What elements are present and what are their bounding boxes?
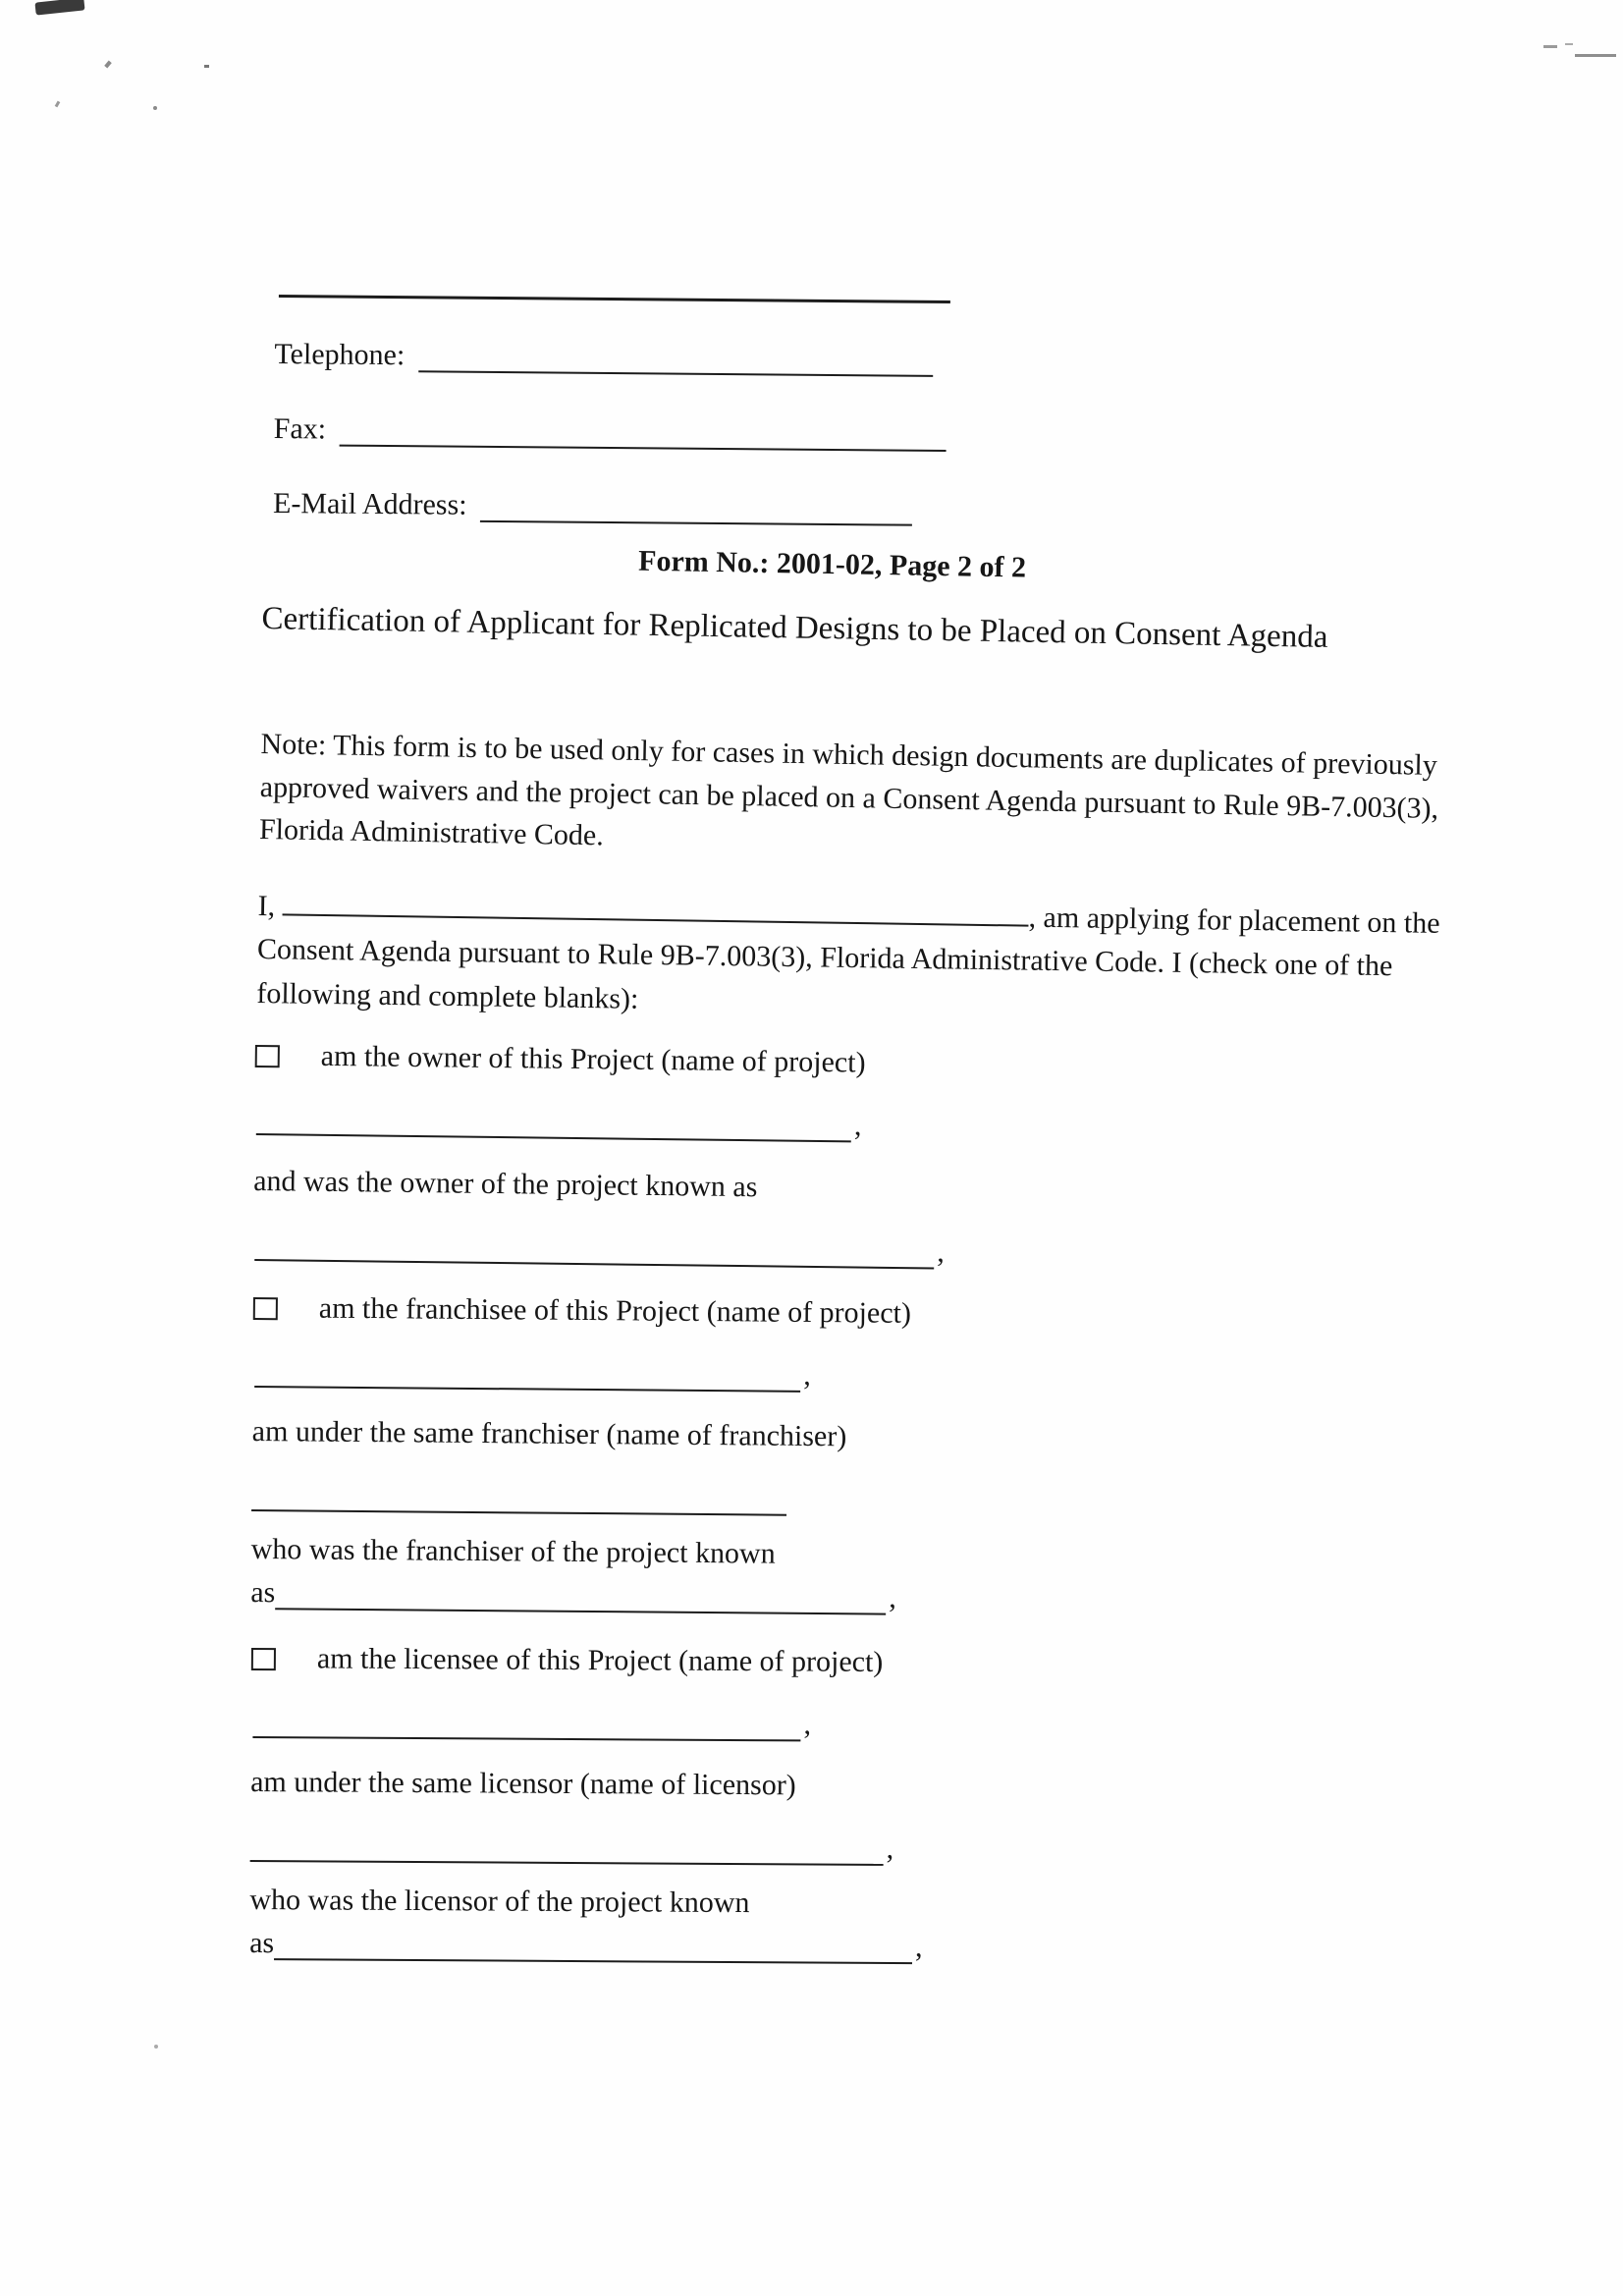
applicant-post-text: , am applying for placement on the Consent Agenda pursuant to Rule 9B-7.003(3), Florida Administrative Code. I (check one of the following and complete blanks):	[256, 901, 1440, 1015]
email-label: E-Mail Address:	[272, 486, 467, 521]
franchisee-project-blank-row	[254, 1352, 811, 1393]
applicant-paragraph	[256, 884, 1461, 1033]
comma: ,	[889, 1581, 896, 1614]
telephone-blank[interactable]	[418, 337, 933, 377]
owner-checkbox-label: am the owner of this Project (name of project)	[320, 1039, 866, 1079]
form-number-line: Form No.: 2001-02, Page 2 of 2	[637, 544, 1027, 584]
header-block	[261, 538, 1402, 662]
comma: ,	[803, 1358, 811, 1392]
comma: ,	[915, 1931, 923, 1964]
fax-blank[interactable]	[340, 411, 947, 452]
scan-speck	[154, 2045, 158, 2049]
email-row	[273, 485, 913, 526]
franchiser-as-prefix: as	[250, 1575, 276, 1610]
franchisee-line2-text: am under the same franchiser (name of franchiser)	[251, 1414, 847, 1453]
licensor-as-prefix: as	[249, 1926, 275, 1960]
email-blank[interactable]	[480, 487, 912, 526]
scan-speck	[55, 101, 61, 108]
franchiser-name-blank[interactable]	[251, 1476, 786, 1516]
telephone-label: Telephone:	[274, 337, 406, 372]
page-title: Certification of Applicant for Replicated Designs to be Placed on Consent Agenda	[261, 600, 1328, 655]
name-blank[interactable]	[279, 295, 950, 303]
owner-checkbox-row	[255, 1039, 866, 1080]
applicant-statement	[256, 884, 1461, 1033]
comma: ,	[803, 1708, 812, 1741]
applicant-name-blank[interactable]	[283, 884, 1029, 926]
licensee-checkbox[interactable]	[251, 1648, 276, 1670]
franchiser-known-as-blank[interactable]	[275, 1574, 886, 1614]
licensor-name-blank-row	[250, 1827, 894, 1866]
scan-artifact-dash	[1565, 43, 1573, 45]
comma: ,	[937, 1235, 946, 1269]
licensee-project-name-blank[interactable]	[252, 1703, 800, 1741]
option-licensee-block	[249, 1642, 1430, 1964]
comma: ,	[853, 1109, 862, 1142]
owner-known-as-blank-row	[254, 1226, 945, 1270]
applicant-pre-text: I,	[257, 889, 276, 923]
scan-artifact-dash	[1575, 54, 1616, 57]
licensee-checkbox-label: am the licensee of this Project (name of project)	[316, 1642, 884, 1678]
note-paragraph: Note: This form is to be used only for cases in which design documents are duplicates of previously approved waivers and the project can be placed on a Consent Agenda pursuant to Rule 9B-7.003(3), Florida Administrative Code.	[258, 727, 1439, 852]
licensee-project-blank-row	[252, 1703, 811, 1741]
option-franchisee-block	[250, 1291, 1432, 1614]
fax-label: Fax:	[273, 411, 327, 446]
franchisee-checkbox[interactable]	[253, 1297, 278, 1320]
scan-speck	[204, 65, 209, 68]
scan-speck	[153, 106, 157, 110]
franchisee-checkbox-row	[253, 1291, 911, 1331]
franchiser-known-as-row	[250, 1574, 896, 1615]
contact-block	[272, 287, 1041, 521]
scan-artifact-dash	[1543, 45, 1557, 48]
option-owner-block	[253, 1039, 1434, 1269]
licensor-name-blank[interactable]	[250, 1827, 884, 1866]
scan-speck	[104, 61, 112, 69]
comma: ,	[886, 1831, 894, 1865]
franchisee-project-name-blank[interactable]	[254, 1352, 800, 1393]
franchisee-line3-text: who was the franchiser of the project known	[250, 1532, 776, 1570]
licensor-known-as-blank[interactable]	[274, 1925, 912, 1964]
licensee-checkbox-row	[251, 1642, 884, 1679]
licensee-line3-text: who was the licensor of the project known	[249, 1883, 750, 1920]
owner-project-name-blank[interactable]	[256, 1100, 851, 1142]
owner-checkbox[interactable]	[255, 1045, 280, 1067]
franchisee-checkbox-label: am the franchisee of this Project (name of project)	[318, 1291, 912, 1330]
owner-project-blank-row	[256, 1100, 862, 1143]
scan-artifact-corner	[34, 0, 84, 16]
owner-line2-text: and was the owner of the project known as	[253, 1164, 758, 1204]
fax-row	[274, 410, 947, 452]
franchiser-name-blank-row	[251, 1476, 786, 1516]
licensor-known-as-row	[249, 1925, 923, 1964]
telephone-row	[274, 336, 933, 377]
licensee-line2-text: am under the same licensor (name of licensor)	[250, 1765, 796, 1802]
owner-known-as-blank[interactable]	[254, 1226, 934, 1269]
